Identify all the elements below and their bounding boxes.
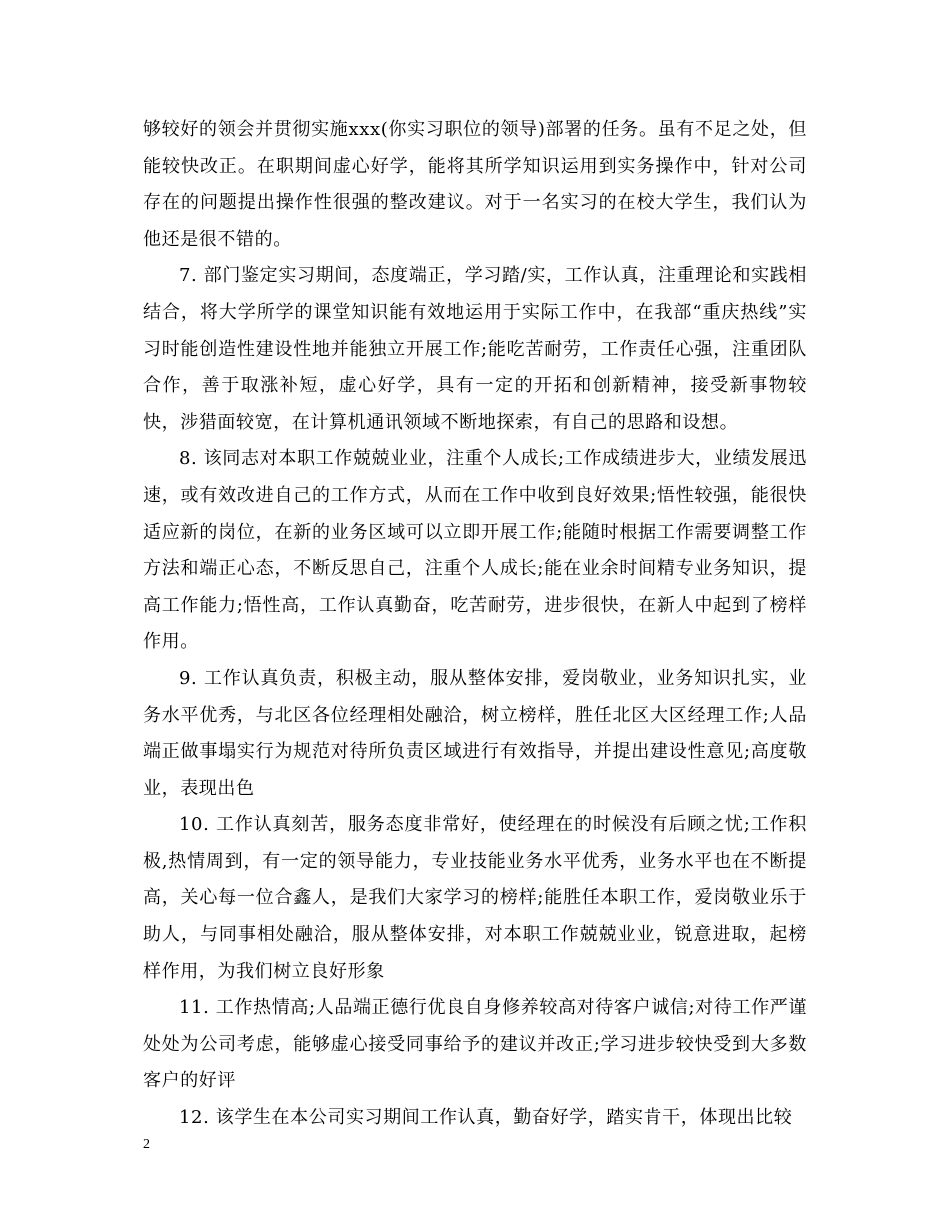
document-body [143, 112, 807, 1137]
paragraph-item-8: 8. 该同志对本职工作兢兢业业，注重个人成长;工作成绩进步大，业绩发展迅速，或有效改进自己的工作方式，从而在工作中收到良好效果;悟性较强，能很快适应新的岗位，在新的业务区域可以立即开展工作;能随时根据工作需要调整工作方法和端正心态，不断反思自己，注重个人成长;能在业余时间精专业务知识，提高工作能力;悟性高，工作认真勤奋，吃苦耐劳，进步很快，在新人中起到了榜样作用。 [143, 448, 807, 653]
paragraph-continuation: 够较好的领会并贯彻实施xxx(你实习职位的领导)部署的任务。虽有不足之处，但能较快改正。在职期间虚心好学，能将其所学知识运用到实务操作中，针对公司存在的问题提出操作性很强的整改建议。对于一名实习的在校大学生，我们认为他还是很不错的。 [143, 119, 807, 250]
paragraph-item-12: 12. 该学生在本公司实习期间工作认真，勤奋好学，踏实肯干，体现出比较 [179, 1107, 793, 1129]
paragraph-item-7: 7. 部门鉴定实习期间，态度端正，学习踏/实，工作认真，注重理论和实践相结合，将大学所学的课堂知识能有效地运用于实际工作中，在我部“重庆热线”实习时能创造性建设性地并能独立开展工作;能吃苦耐劳，工作责任心强，注重团队合作，善于取涨补短，虚心好学，具有一定的开拓和创新精神，接受新事物较快，涉猎面较宽，在计算机通讯领域不断地探索，有自己的思路和设想。 [143, 265, 807, 433]
paragraph-item-9: 9. 工作认真负责，积极主动，服从整体安排，爱岗敬业，业务知识扎实，业务水平优秀，与北区各位经理相处融洽，树立榜样，胜任北区大区经理工作;人品端正做事塌实行为规范对待所负责区域进行有效指导，并提出建设性意见;高度敬业，表现出色 [143, 667, 807, 799]
paragraph-item-11: 11. 工作热情高;人品端正德行优良自身修养较高对待客户诚信;对待工作严谨处处为公司考虑，能够虚心接受同事给予的建议并改正;学习进步较快受到大多数客户的好评 [143, 997, 807, 1092]
paragraph-item-10: 10. 工作认真刻苦，服务态度非常好，使经理在的时候没有后顾之忧;工作积极,热情周到，有一定的领导能力，专业技能业务水平优秀，业务水平也在不断提高，关心每一位合鑫人，是我们大家学习的榜样;能胜任本职工作，爱岗敬业乐于助人，与同事相处融洽，服从整体安排，对本职工作兢兢业业，锐意进取，起榜样作用，为我们树立良好形象 [143, 814, 807, 982]
page-number: 2 [143, 1137, 150, 1152]
